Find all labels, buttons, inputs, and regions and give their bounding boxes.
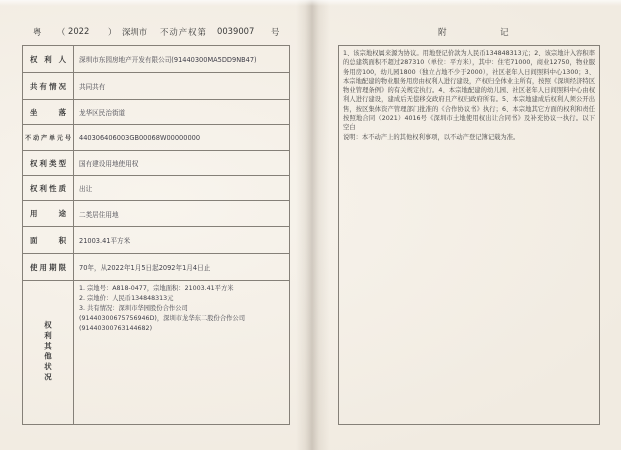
header-open-paren: （ <box>57 27 66 37</box>
header-city: 深圳市 <box>122 27 148 37</box>
other-status-line: (91440300675756946D)，深圳市龙华东二股份合作公司 <box>79 315 246 322</box>
other-status-line: 3. 共有情况：深圳市华园股份合作公司 <box>79 305 188 312</box>
value-other-status <box>74 281 289 424</box>
label-location: 坐落 <box>23 100 74 125</box>
label-other-status: 权利其他状况 <box>23 281 74 424</box>
header-close-paren: ） <box>108 27 117 37</box>
value-right-type: 国有建设用地使用权 <box>74 151 289 176</box>
label-area: 面积 <box>23 227 74 254</box>
notes-box <box>338 45 600 425</box>
value-unit-number: 440306406003GB00068W00000000 <box>74 125 289 151</box>
value-term: 70年，从2022年1月5日起2092年1月4日止 <box>74 254 289 281</box>
value-location: 龙华区民治街道 <box>74 100 289 125</box>
header-province: 粤 <box>33 27 42 37</box>
other-status-line: (91440300763144682) <box>79 325 153 332</box>
header-number: 0039007 <box>217 26 255 36</box>
notes-body: 1、该宗地权属来源为协议。用地登记价款为人民币134848313元；2、该宗地计入容积率的总建筑面积不超过287310（单位：平方米），其中：住宅71000，商业12750，物业服务用房100，幼儿园1800（独立占地不少于2000），社区老年人日间照料中心1300；3、本宗地配建的物业服务用房由权利人进行建设，产权归全体业主所有，按照《深圳经济特区物业管理条例》的有关规定执行。4、本宗地配建的幼儿园、社区老年人日间照料中心由权利人进行建设，建成后无偿移交政府且产权归政府所有。5、本宗地建成后权利人须公开出售，按区集体资产管理部门批准的《合作协议书》执行；6、本宗地其它方面的权利和责任按照地合同（2021）4016号《深圳市土地使用权出让合同书》及补充协议一执行。以下空白 <box>343 50 595 132</box>
notes-explanation: 说明：本不动产上的其他权利事项，以不动产登记簿记载为准。 <box>343 133 520 141</box>
value-right-nature: 出让 <box>74 176 289 201</box>
header-prefix: 不动产权第 <box>160 27 207 37</box>
notes-title-1: 附 <box>438 28 447 38</box>
register-table <box>22 45 290 425</box>
label-usage: 用途 <box>23 201 74 227</box>
certificate-number-header <box>28 26 290 39</box>
value-usage: 二类居住用地 <box>74 201 289 227</box>
label-right-nature: 权利性质 <box>23 176 74 201</box>
value-area: 21003.41平方米 <box>74 227 289 254</box>
other-status-line: 1. 宗地号：A818-0477，宗地面积：21003.41平方米 <box>79 285 234 292</box>
page-edge <box>0 0 621 6</box>
value-rights-holder: 深圳市东园房地产开发有限公司(91440300MA5DD9NB47) <box>74 46 289 73</box>
header-year: 2022 <box>68 26 90 36</box>
label-right-type: 权利类型 <box>23 151 74 176</box>
label-co-ownership: 共有情况 <box>23 73 74 100</box>
label-rights-holder: 权利人 <box>23 46 74 73</box>
header-suffix: 号 <box>271 27 280 37</box>
label-unit-number: 不动产单元号 <box>23 125 74 151</box>
label-term: 使用期限 <box>23 254 74 281</box>
notes-title-2: 记 <box>500 28 509 38</box>
value-co-ownership: 共同共有 <box>74 73 289 100</box>
other-status-line: 2. 宗地价：人民币134848313元 <box>79 295 174 302</box>
